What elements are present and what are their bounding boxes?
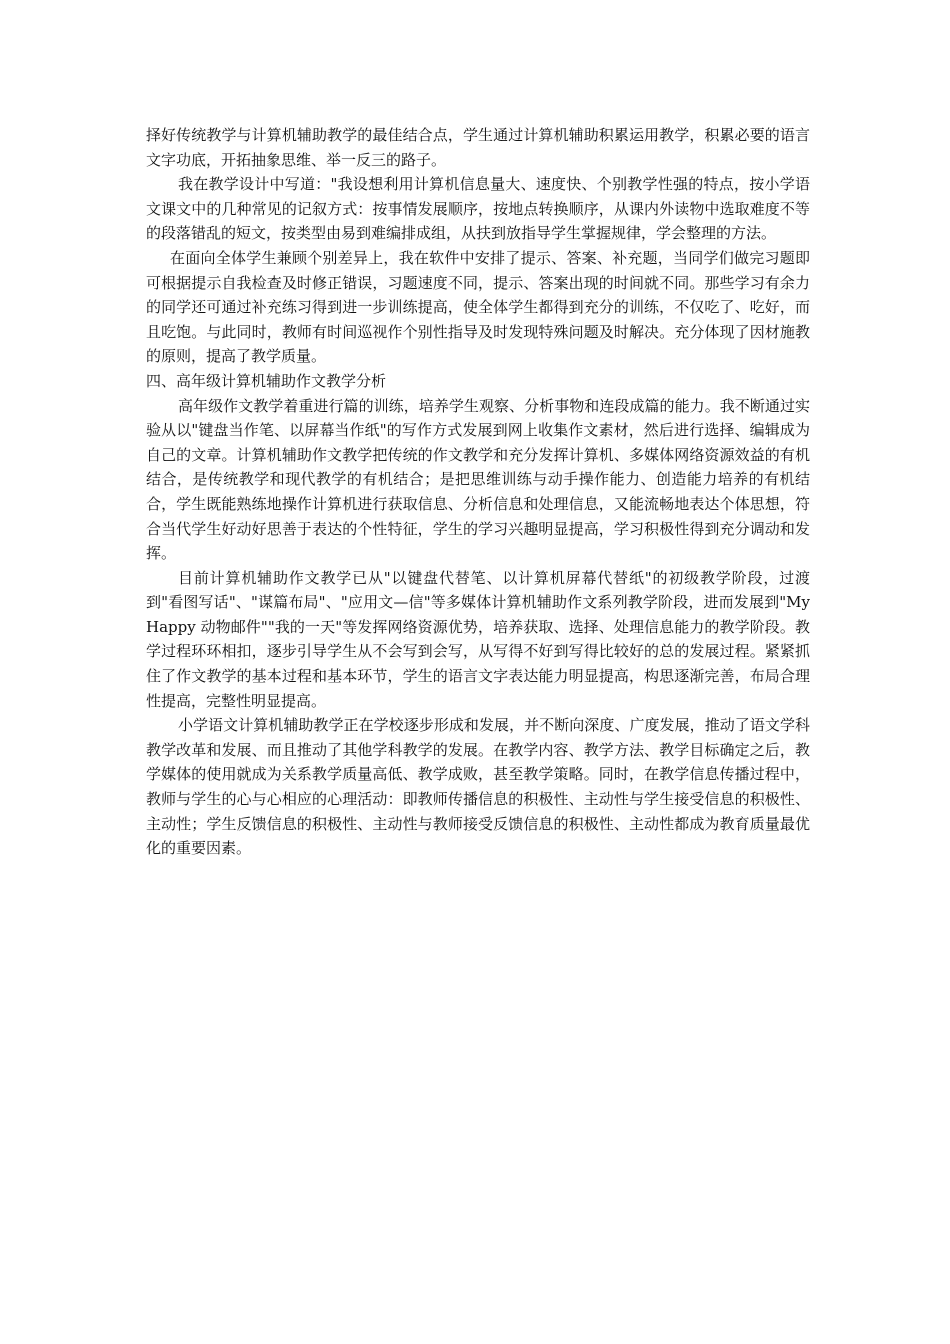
paragraph-teaching-design: 我在教学设计中写道："我设想利用计算机信息量大、速度快、个别教学性强的特点，按小学语文课文中的几种常见的记叙方式：按事情发展顺序，按地点转换顺序，从课内外读物中选取难度不等的段落错乱的短文，按类型由易到难编排成组，从扶到放指导学生掌握规律，学会整理的方法。 xyxy=(146,175,810,243)
paragraph-conclusion: 小学语文计算机辅助教学正在学校逐步形成和发展，并不断向深度、广度发展，推动了语文学科教学改革和发展、而且推动了其他学科教学的发展。在教学内容、教学方法、教学目标确定之后，教学媒体的使用就成为关系教学质量高低、教学成败，甚至教学策略。同时，在教学信息传播过程中，教师与学生的心与心相应的心理活动：即教师传播信息的积极性、主动性与学生接受信息的积极性、主动性；学生反馈信息的积极性、主动性与教师接受反馈信息的积极性、主动性都成为教育质量最优化的重要因素。 xyxy=(146,716,810,858)
paragraph-current-stage: 目前计算机辅助作文教学已从"以键盘代替笔、以计算机屏幕代替纸"的初级教学阶段，过渡到"看图写话"、"谋篇布局"、"应用文—信"等多媒体计算机辅助作文系列教学阶段，进而发展到"My Happy 动物邮件""我的一天"等发挥网络资源优势，培养获取、选择、处理信息能力的教学阶段。教学过程环环相扣，逐步引导学生从不会写到会写，从写得不好到写得比较好的总的发展过程。紧紧抓住了作文教学的基本过程和基本环节，学生的语言文字表达能力明显提高，构思逐渐完善，布局合理性提高，完整性明显提高。 xyxy=(146,568,810,710)
document-page xyxy=(146,123,810,861)
paragraph-senior-writing: 高年级作文教学着重进行篇的训练，培养学生观察、分析事物和连段成篇的能力。我不断通过实验从以"键盘当作笔、以屏幕当作纸"的写作方式发展到网上收集作文素材，然后进行选择、编辑成为自己的文章。计算机辅助作文教学把传统的作文教学和充分发挥计算机、多媒体网络资源效益的有机结合，是传统教学和现代教学的有机结合；是把思维训练与动手操作能力、创造能力培养的有机结合，学生既能熟练地操作计算机进行获取信息、分析信息和处理信息，又能流畅地表达个体思想，符合当代学生好动好思善于表达的个性特征，学生的学习兴趣明显提高，学习积极性得到充分调动和发挥。 xyxy=(146,396,810,563)
section-heading: 四、高年级计算机辅助作文教学分析 xyxy=(146,371,387,390)
paragraph-continuation: 择好传统教学与计算机辅助教学的最佳结合点，学生通过计算机辅助积累运用教学，积累必要的语言文字功底，开拓抽象思维、举一反三的路子。 xyxy=(146,126,810,169)
paragraph-individual-differences: 在面向全体学生兼顾个别差异上，我在软件中安排了提示、答案、补充题，当同学们做完习题即可根据提示自我检查及时修正错误，习题速度不同，提示、答案出现的时间就不同。那些学习有余力的同学还可通过补充练习得到进一步训练提高，使全体学生都得到充分的训练，不仅吃了、吃好，而且吃饱。与此同时，教师有时间巡视作个别性指导及时发现特殊问题及时解决。充分体现了因材施教的原则，提高了教学质量。 xyxy=(146,248,810,366)
